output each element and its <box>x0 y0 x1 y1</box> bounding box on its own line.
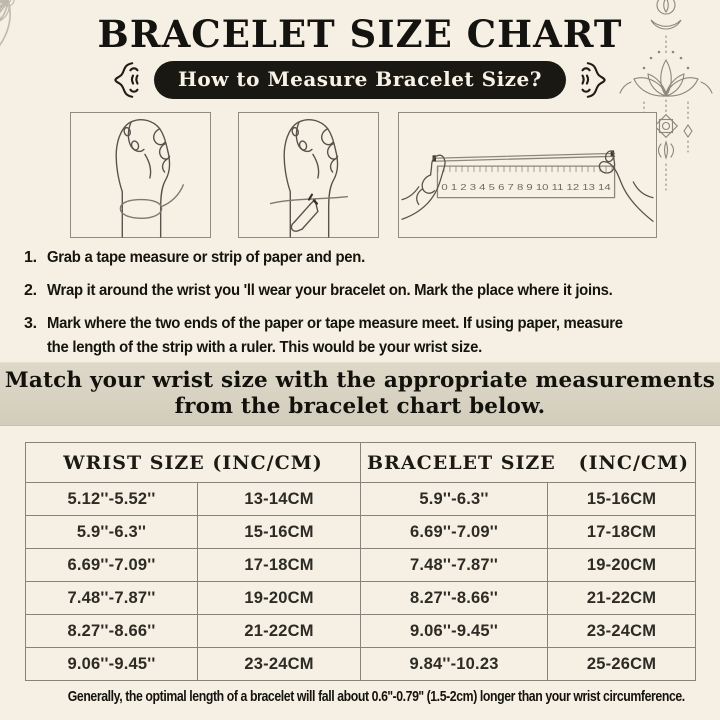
illustration-panel-tape <box>70 112 211 238</box>
table-row <box>26 483 696 516</box>
wrist-size-header: WRIST SIZE (INC/CM) <box>26 443 361 483</box>
bracelet-inches-cell: 7.48''-7.87'' <box>361 549 548 582</box>
table-row <box>26 615 696 648</box>
size-table <box>25 442 696 681</box>
bracelet-cm-cell: 23-24CM <box>548 615 696 648</box>
wrist-cm-cell: 23-24CM <box>198 648 361 681</box>
page-title: BRACELET SIZE CHART <box>97 12 623 56</box>
wrist-inches-cell: 7.48''-7.87'' <box>26 582 198 615</box>
footer-note: Generally, the optimal length of a bracelet will fall about 0.6''-0.79'' (1.5-2cm) longer than your wrist circumference. <box>67 688 685 705</box>
fist-pen-icon <box>239 113 378 237</box>
match-size-banner <box>0 362 720 426</box>
bracelet-cm-cell: 25-26CM <box>548 648 696 681</box>
wrist-cm-cell: 15-16CM <box>198 516 361 549</box>
banner-line-1: Match your wrist size with the appropriate measurements <box>4 368 716 393</box>
banner-line-2: from the bracelet chart below. <box>174 394 546 420</box>
bracelet-inches-cell: 9.06''-9.45'' <box>361 615 548 648</box>
wrist-inches-cell: 6.69''-7.09'' <box>26 549 198 582</box>
wrist-inches-cell: 5.12''-5.52'' <box>26 483 198 516</box>
bracelet-inches-cell: 8.27''-8.66'' <box>361 582 548 615</box>
how-to-measure-badge: How to Measure Bracelet Size? <box>154 61 566 99</box>
step-3 <box>24 312 710 358</box>
bracelet-cm-cell: 21-22CM <box>548 582 696 615</box>
bracelet-inches-cell: 6.69''-7.09'' <box>361 516 548 549</box>
bracelet-size-header: BRACELET SIZE (INC/CM) <box>361 443 696 483</box>
step-2 <box>24 279 710 302</box>
wrist-inches-cell: 5.9''-6.3'' <box>26 516 198 549</box>
table-row <box>26 582 696 615</box>
bracelet-inches-cell: 9.84''-10.23 <box>361 648 548 681</box>
wrist-cm-cell: 13-14CM <box>198 483 361 516</box>
wrist-inches-cell: 9.06''-9.45'' <box>26 648 198 681</box>
badge-row <box>0 60 720 100</box>
wrist-cm-cell: 17-18CM <box>198 549 361 582</box>
wrist-inches-cell: 8.27''-8.66'' <box>26 615 198 648</box>
wrist-cm-cell: 19-20CM <box>198 582 361 615</box>
table-row <box>26 648 696 681</box>
step-3-text-line-2: the length of the strip with a ruler. This would be your wrist size. <box>47 338 482 356</box>
bracelet-inches-cell: 5.9''-6.3'' <box>361 483 548 516</box>
table-header-row <box>26 443 696 483</box>
table-row <box>26 516 696 549</box>
step-1-number: 1. <box>24 249 37 266</box>
hands-ruler-icon <box>399 113 656 237</box>
illustration-panel-pen <box>238 112 379 238</box>
bracelet-cm-cell: 17-18CM <box>548 516 696 549</box>
step-1 <box>24 246 710 269</box>
bracelet-cm-cell: 19-20CM <box>548 549 696 582</box>
flourish-right-icon <box>579 59 609 101</box>
ruler-numbers-label: 0 1 2 3 4 5 6 7 8 9 10 11 12 13 14 <box>441 181 612 192</box>
wrist-cm-cell: 21-22CM <box>198 615 361 648</box>
step-2-number: 2. <box>24 282 37 300</box>
illustration-panel-ruler <box>398 112 657 238</box>
step-3-number: 3. <box>24 315 37 333</box>
flourish-left-icon <box>111 59 141 101</box>
steps-list <box>24 246 710 369</box>
step-3-text-line-1: Mark where the two ends of the paper or tape measure meet. If using paper, measure <box>47 315 623 333</box>
step-1-text: Grab a tape measure or strip of paper and pen. <box>47 249 365 266</box>
fist-tape-icon <box>71 113 210 237</box>
table-row <box>26 549 696 582</box>
bracelet-cm-cell: 15-16CM <box>548 483 696 516</box>
step-2-text: Wrap it around the wrist you 'll wear your bracelet on. Mark the place where it joins. <box>47 282 613 300</box>
